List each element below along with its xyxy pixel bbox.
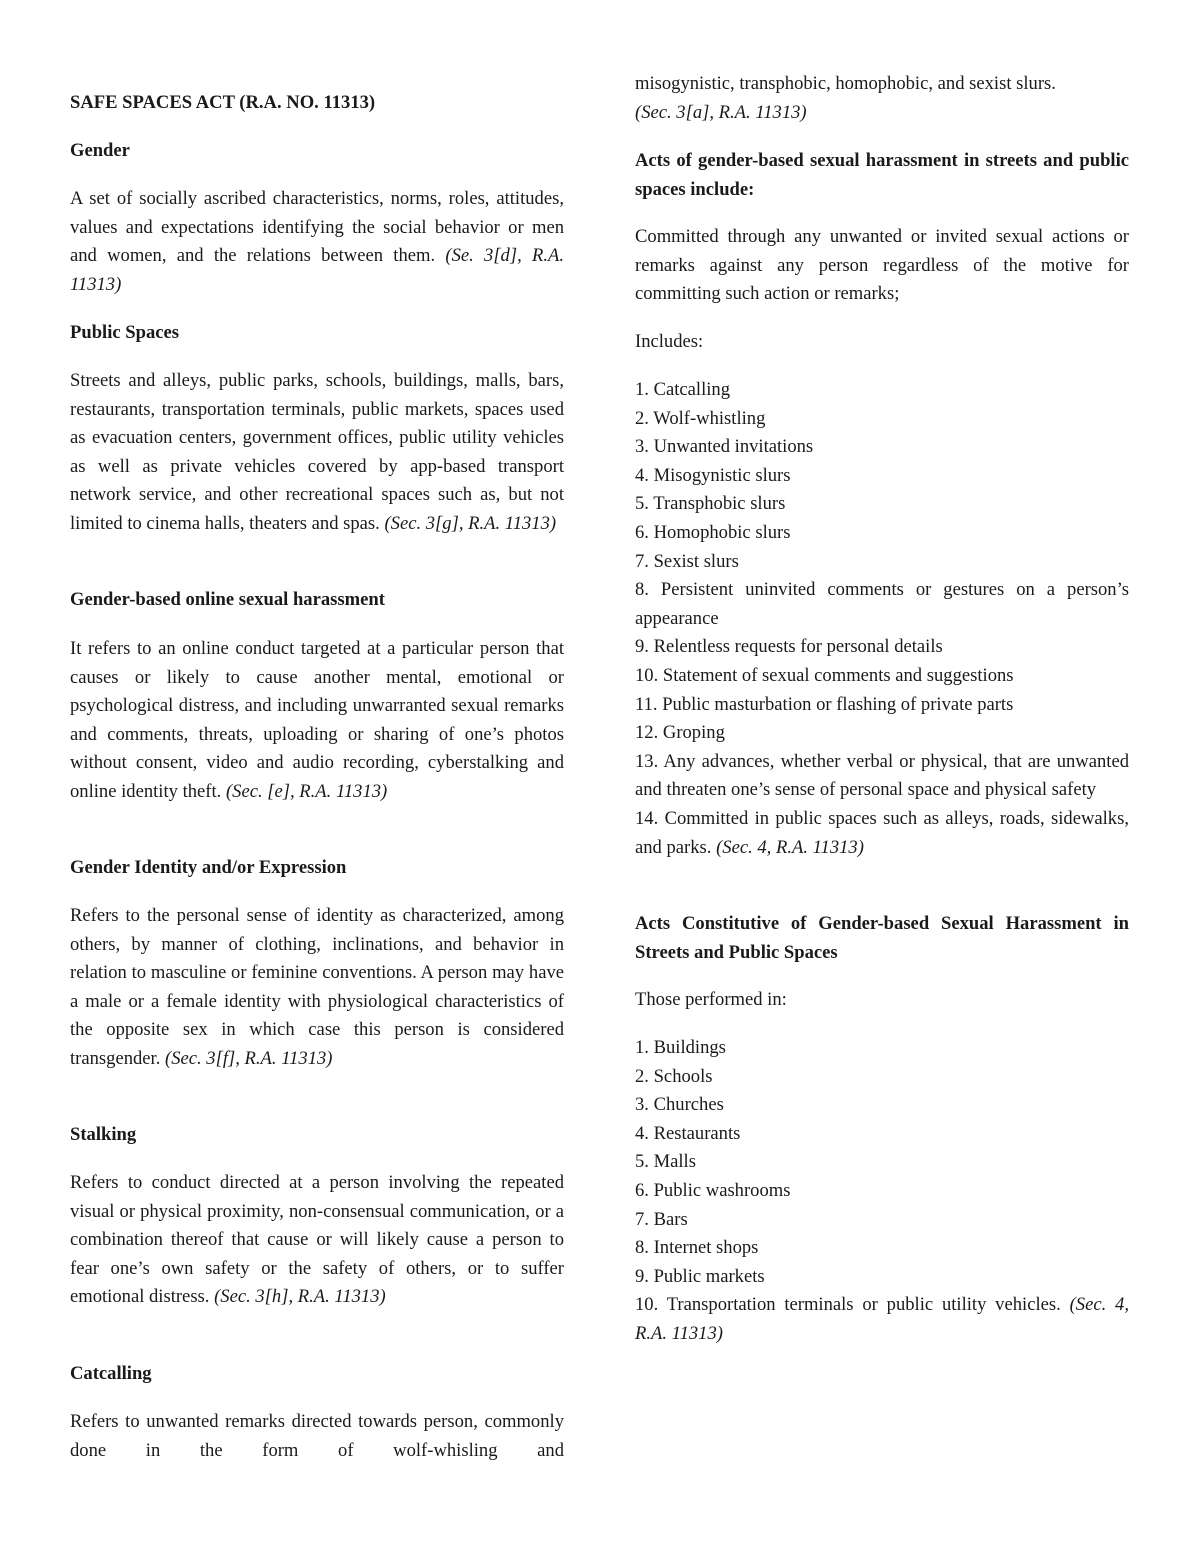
gender-identity-definition: Refers to the personal sense of identity as characterized, among others, by manner of clothing, inclinations, and behavior in relation to masculine or feminine conventions. A person may have a male or a female identity with physiological characteristics of the opposite sex in which case this person is considered transgender. (Sec. 3[f], R.A. 11313) xyxy=(70,905,564,1069)
list-item: 2. Schools xyxy=(635,1065,713,1087)
list-item: 6. Homophobic slurs xyxy=(635,521,791,543)
constitutive-heading: Acts Constitutive of Gender-based Sexual Harassment in Streets and Public Spaces xyxy=(635,913,1129,963)
public-spaces-citation: (Sec. 3[g], R.A. 11313) xyxy=(384,512,557,534)
list-item: 1. Buildings xyxy=(635,1037,726,1058)
acts-list xyxy=(635,376,1129,862)
places-list-citation: (Sec. 4, R.A. 11313) xyxy=(635,1294,1129,1344)
public-spaces-heading: Public Spaces xyxy=(70,322,179,343)
list-item: 9. Relentless requests for personal details xyxy=(635,636,943,658)
gender-identity-heading: Gender Identity and/or Expression xyxy=(70,857,347,878)
acts-description: Committed through any unwanted or invited sexual actions or remarks against any person regardless of the motive for committing such action or remarks; xyxy=(635,226,1129,305)
list-item: 10. Transportation terminals or public utility vehicles. (Sec. 4, R.A. 11313) xyxy=(635,1294,1129,1344)
list-item: 4. Misogynistic slurs xyxy=(635,464,791,486)
online-harassment-heading: Gender-based online sexual harassment xyxy=(70,589,385,610)
performed-label: Those performed in: xyxy=(635,989,787,1010)
places-list xyxy=(635,1034,1129,1349)
list-item: 5. Malls xyxy=(635,1151,696,1173)
list-item: 7. Bars xyxy=(635,1208,688,1230)
list-item: 9. Public markets xyxy=(635,1265,765,1287)
catcalling-continued: misogynistic, transphobic, homophobic, and sexist slurs. (Sec. 3[a], R.A. 11313) xyxy=(635,73,1056,123)
gender-definition: A set of socially ascribed characteristics, norms, roles, attitudes, values and expectations identifying the social behavior or men and women, and the relations between them. (Se. 3[d], R.A. 11313) xyxy=(70,188,564,295)
list-item: 8. Internet shops xyxy=(635,1237,759,1259)
list-item: 10. Statement of sexual comments and suggestions xyxy=(635,664,1014,686)
gender-heading: Gender xyxy=(70,140,130,161)
list-item: 5. Transphobic slurs xyxy=(635,493,786,515)
list-item: 12. Groping xyxy=(635,722,725,744)
acts-heading: Acts of gender-based sexual harassment in streets and public spaces include: xyxy=(635,150,1129,200)
list-item: 13. Any advances, whether verbal or physical, that are unwanted and threaten one’s sense of personal space and physical safety xyxy=(635,750,1129,801)
online-harassment-definition: It refers to an online conduct targeted at a particular person that causes or likely to cause another mental, emotional or psychological distress, and including unwarranted sexual remarks and comments, threats, uploading or sharing of one’s photos without consent, video and audio recording, cyberstalking and online identity theft. (Sec. [e], R.A. 11313) xyxy=(70,638,564,802)
catcalling-citation: (Sec. 3[a], R.A. 11313) xyxy=(635,101,807,123)
stalking-definition: Refers to conduct directed at a person involving the repeated visual or physical proximity, non-consensual communication, or a combination thereof that cause or will likely cause a person to fear one’s own safety or the safety of others, or to suffer emotional distress. (Sec. 3[h], R.A. 11313) xyxy=(70,1172,564,1308)
stalking-citation: (Sec. 3[h], R.A. 11313) xyxy=(214,1286,386,1308)
list-item: 4. Restaurants xyxy=(635,1122,741,1144)
public-spaces-definition: Streets and alleys, public parks, schools, buildings, malls, bars, restaurants, transportation terminals, public markets, spaces used as evacuation centers, government offices, public utility vehicles as well as private vehicles covered by app-based transport network service, and other recreational spaces such as, but not limited to cinema halls, theaters and spas. (Sec. 3[g], R.A. 11313) xyxy=(70,370,564,534)
list-item: 1. Catcalling xyxy=(635,379,731,400)
list-item: 11. Public masturbation or flashing of private parts xyxy=(635,693,1014,715)
list-item: 8. Persistent uninvited comments or gestures on a person’s appearance xyxy=(635,579,1129,629)
list-item: 3. Unwanted invitations xyxy=(635,436,814,458)
list-item: 3. Churches xyxy=(635,1094,724,1116)
list-item: 7. Sexist slurs xyxy=(635,550,739,572)
stalking-heading: Stalking xyxy=(70,1124,137,1145)
document-title: SAFE SPACES ACT (R.A. NO. 11313) xyxy=(70,92,376,113)
includes-label: Includes: xyxy=(635,331,704,352)
list-item: 14. Committed in public spaces such as alleys, roads, sidewalks, and parks. (Sec. 4, R.A. 11313) xyxy=(635,807,1129,858)
catcalling-definition: Refers to unwanted remarks directed towards person, commonly done in the form of wolf-whisling and xyxy=(70,1411,564,1461)
list-item: 6. Public washrooms xyxy=(635,1179,791,1201)
gender-identity-citation: (Sec. 3[f], R.A. 11313) xyxy=(165,1047,333,1069)
online-harassment-citation: (Sec. [e], R.A. 11313) xyxy=(225,780,388,802)
acts-list-citation: (Sec. 4, R.A. 11313) xyxy=(716,836,864,858)
list-item: 2. Wolf-whistling xyxy=(635,407,766,429)
catcalling-heading: Catcalling xyxy=(70,1363,152,1384)
gender-citation: (Se. 3[d], R.A. 11313) xyxy=(70,245,564,295)
